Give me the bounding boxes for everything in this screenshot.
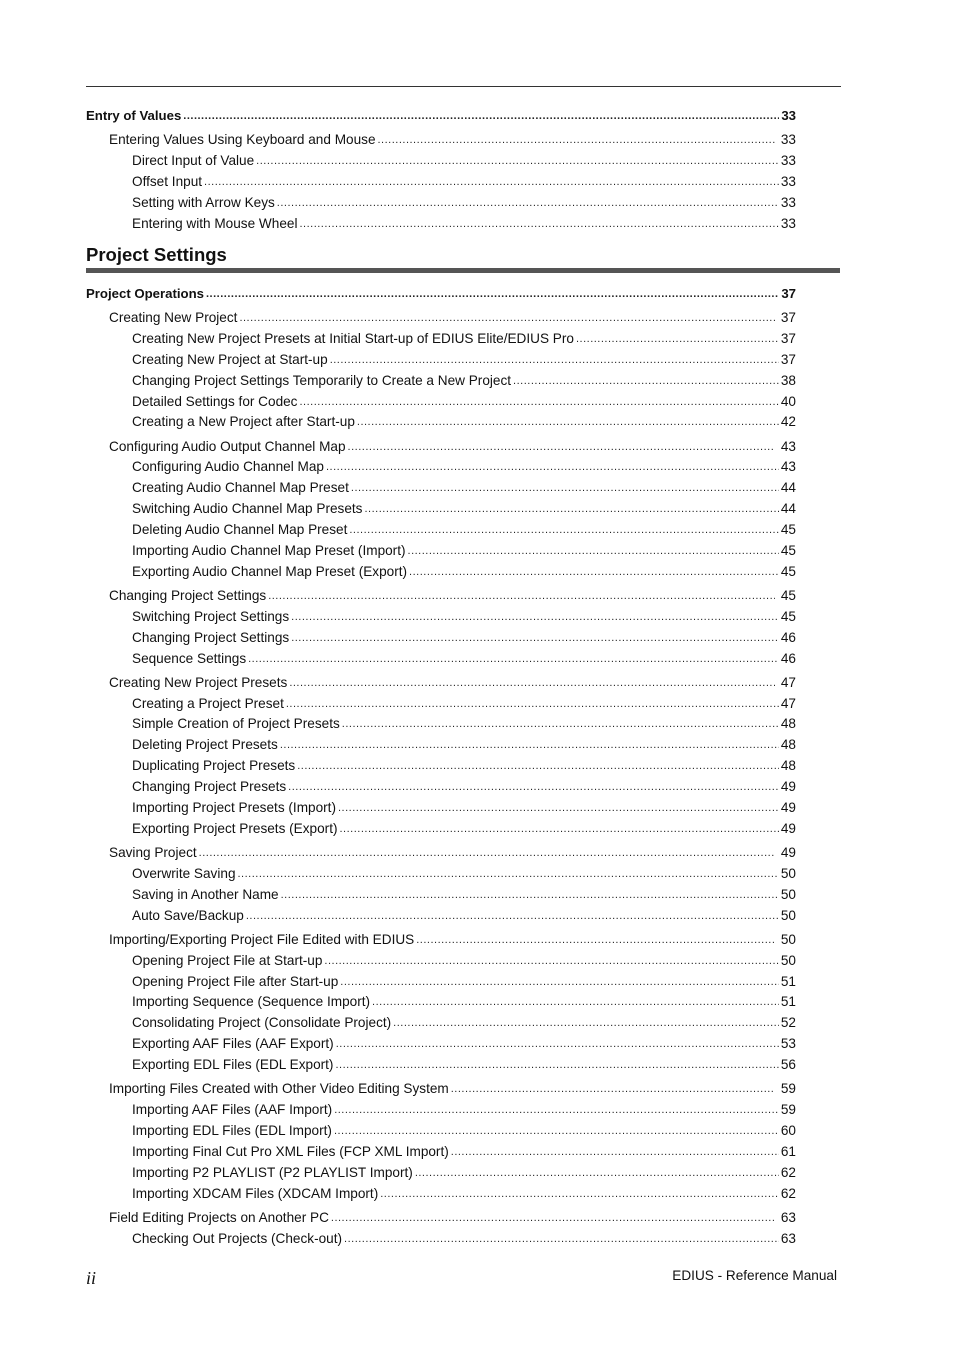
toc-entry-title: Switching Audio Channel Map Presets [132, 501, 363, 517]
toc-entry[interactable] [86, 903, 796, 924]
toc-entry-title: Exporting EDL Files (EDL Export) [132, 1057, 334, 1073]
toc-entry-page: 40 [780, 393, 796, 409]
toc-entry-title: Creating Audio Channel Map Preset [132, 480, 349, 496]
toc-entry[interactable] [86, 190, 796, 211]
dot-leader [331, 1210, 775, 1226]
toc-entry-page: 37 [780, 309, 796, 325]
dot-leader [291, 630, 779, 646]
toc-entry-page: 37 [781, 285, 796, 301]
toc-entry[interactable] [86, 1118, 796, 1139]
toc-entry[interactable] [86, 691, 796, 712]
toc-entry-page: 43 [780, 438, 796, 454]
dot-leader [324, 953, 778, 969]
dot-leader [357, 414, 779, 430]
toc-entry[interactable] [86, 882, 796, 903]
dot-leader [415, 1165, 779, 1181]
toc-entry-page: 33 [780, 215, 796, 231]
top-rule [86, 86, 841, 87]
toc-entry-title: Creating New Project [109, 309, 238, 325]
section-title: Project Settings [86, 244, 227, 265]
dot-leader [351, 480, 779, 496]
dot-leader [380, 1186, 779, 1202]
toc-entry-page: 48 [780, 737, 796, 753]
toc-entry-title: Creating a Project Preset [132, 695, 284, 711]
toc-entry-title: Opening Project File at Start-up [132, 952, 323, 968]
toc-entry-title: Importing Final Cut Pro XML Files (FCP XML Import) [132, 1143, 449, 1159]
dot-leader [416, 932, 775, 948]
toc-entry[interactable] [86, 455, 796, 476]
toc-entry-page: 33 [780, 173, 796, 189]
dot-leader [204, 174, 779, 190]
toc-entry-page: 52 [780, 1015, 796, 1031]
page-folio: ii [86, 1268, 97, 1288]
dot-leader [199, 845, 775, 861]
dot-leader [340, 821, 779, 837]
toc-entry-title: Exporting Project Presets (Export) [132, 820, 338, 836]
toc-entry-page: 50 [780, 865, 796, 881]
toc-entry-page: 45 [780, 522, 796, 538]
toc-entry-page: 33 [780, 194, 796, 210]
toc-entry-page: 49 [780, 779, 796, 795]
toc-entry-title: Project Operations [86, 285, 204, 301]
toc-entry-page: 47 [780, 695, 796, 711]
toc-entry-page: 45 [780, 542, 796, 558]
toc-entry-page: 38 [780, 372, 796, 388]
toc-entry-title: Configuring Audio Output Channel Map [109, 438, 346, 454]
toc-entry-page: 46 [780, 629, 796, 645]
dot-leader [281, 887, 779, 903]
dot-leader [277, 195, 779, 211]
dot-leader [513, 373, 779, 389]
toc-entry[interactable] [86, 1160, 796, 1181]
toc-entry-title: Importing/Exporting Project File Edited with EDIUS [109, 931, 415, 947]
toc-entry-page: 43 [780, 459, 796, 475]
toc-entry[interactable] [86, 1205, 796, 1226]
toc-entry[interactable] [86, 1226, 796, 1247]
toc-entry-title: Changing Project Settings [109, 587, 267, 603]
toc-entry-title: Changing Project Settings Temporarily to Create a New Project [132, 372, 512, 388]
toc-entry-title: Switching Project Settings [132, 608, 290, 624]
toc-entry-page: 45 [780, 608, 796, 624]
toc-entry-title: Deleting Project Presets [132, 737, 278, 753]
toc-entry[interactable] [86, 148, 796, 169]
toc-entry-title: Detailed Settings for Codec [132, 393, 298, 409]
dot-leader [364, 501, 778, 517]
toc-entry-title: Setting with Arrow Keys [132, 194, 275, 210]
toc-entry-title: Creating New Project Presets at Initial Start-up of EDIUS Elite/EDIUS Pro [132, 330, 574, 346]
toc-entry-page: 50 [780, 886, 796, 902]
dot-leader [248, 651, 779, 667]
dot-leader [393, 1015, 779, 1031]
toc-entry-title: Overwrite Saving [132, 865, 236, 881]
toc-entry[interactable] [86, 368, 796, 389]
toc-entry[interactable] [86, 948, 796, 969]
toc-entry-title: Direct Input of Value [132, 152, 255, 168]
toc-entry-page: 47 [780, 674, 796, 690]
toc-entry-page: 37 [780, 330, 796, 346]
dot-leader [408, 543, 779, 559]
toc-entry-page: 51 [780, 994, 796, 1010]
toc-entry-title: Opening Project File after Start-up [132, 973, 339, 989]
toc-entry[interactable] [86, 795, 796, 816]
toc-entry[interactable] [86, 347, 796, 368]
toc-entry[interactable] [86, 1010, 796, 1031]
toc-entry[interactable] [86, 538, 796, 559]
dot-leader [372, 994, 779, 1010]
dot-leader [342, 716, 779, 732]
toc-entry-title: Auto Save/Backup [132, 907, 244, 923]
toc-entry[interactable] [86, 1097, 796, 1118]
dot-leader [280, 737, 779, 753]
toc-entry-page: 50 [780, 952, 796, 968]
toc-entry-title: Sequence Settings [132, 650, 247, 666]
toc-entry[interactable] [86, 475, 796, 496]
toc-entry[interactable] [86, 305, 796, 326]
toc-entry-page: 53 [780, 1036, 796, 1052]
toc-entry-title: Checking Out Projects (Check-out) [132, 1230, 343, 1246]
toc-entry-title: Entry of Values [86, 107, 182, 123]
toc-entry-title: Importing P2 PLAYLIST (P2 PLAYLIST Import) [132, 1164, 413, 1180]
dot-leader [288, 779, 779, 795]
toc-entry-title: Importing Project Presets (Import) [132, 800, 336, 816]
toc-entry-title: Consolidating Project (Consolidate Project) [132, 1015, 392, 1031]
toc-entry-title: Exporting Audio Channel Map Preset (Export) [132, 563, 408, 579]
toc-entry-page: 59 [780, 1081, 796, 1097]
toc-entry[interactable] [86, 583, 796, 604]
toc-entry-title: Saving in Another Name [132, 886, 279, 902]
dot-leader [340, 974, 779, 990]
toc-entry[interactable] [86, 169, 796, 190]
dot-leader [349, 522, 779, 538]
toc-entry-title: Importing EDL Files (EDL Import) [132, 1122, 332, 1138]
toc-entry-page: 50 [780, 907, 796, 923]
toc-entry-title: Offset Input [132, 173, 203, 189]
toc-entry-page: 33 [781, 107, 796, 123]
toc-entry-title: Entering Values Using Keyboard and Mouse [109, 131, 376, 147]
dot-leader [246, 908, 779, 924]
toc-entry-page: 61 [780, 1143, 796, 1159]
dot-leader [451, 1081, 775, 1097]
toc-top-block [86, 103, 796, 232]
toc-entry-page: 49 [780, 800, 796, 816]
dot-leader [256, 153, 779, 169]
toc-entry-title: Entering with Mouse Wheel [132, 215, 298, 231]
toc-entry[interactable] [86, 127, 796, 148]
toc-entry[interactable] [86, 1139, 796, 1160]
toc-entry-title: Importing Sequence (Sequence Import) [132, 994, 371, 1010]
toc-entry[interactable] [86, 604, 796, 625]
toc-entry-page: 45 [780, 587, 796, 603]
toc-entry-page: 63 [780, 1230, 796, 1246]
dot-leader [336, 1036, 779, 1052]
toc-entry[interactable] [86, 434, 796, 455]
toc-entry-page: 33 [780, 152, 796, 168]
toc-entry-title: Duplicating Project Presets [132, 758, 296, 774]
toc-entry-title: Saving Project [109, 844, 197, 860]
toc-entry[interactable] [86, 281, 796, 302]
toc-section-block [86, 281, 796, 1247]
toc-entry[interactable] [86, 774, 796, 795]
dot-leader [286, 696, 779, 712]
toc-entry-title: Importing XDCAM Files (XDCAM Import) [132, 1185, 379, 1201]
toc-entry-page: 42 [780, 414, 796, 430]
dot-leader [206, 286, 779, 302]
toc-entry[interactable] [86, 410, 796, 431]
toc-entry-page: 51 [780, 973, 796, 989]
toc-entry-page: 37 [780, 351, 796, 367]
toc-entry-page: 46 [780, 650, 796, 666]
toc-entry-page: 48 [780, 716, 796, 732]
dot-leader [409, 564, 779, 580]
dot-leader [348, 439, 775, 455]
toc-entry-page: 33 [780, 131, 796, 147]
toc-entry-page: 50 [780, 931, 796, 947]
toc-entry-page: 49 [780, 820, 796, 836]
toc-entry-title: Creating a New Project after Start-up [132, 414, 355, 430]
toc-entry[interactable] [86, 559, 796, 580]
dot-leader [299, 394, 778, 410]
toc-entry[interactable] [86, 1052, 796, 1073]
toc-entry-page: 44 [780, 480, 796, 496]
toc-entry-title: Creating New Project at Start-up [132, 351, 328, 367]
dot-leader [239, 310, 774, 326]
toc-entry-page: 60 [780, 1122, 796, 1138]
dot-leader [238, 866, 779, 882]
toc-entry[interactable] [86, 517, 796, 538]
dot-leader [291, 609, 779, 625]
toc-entry[interactable] [86, 840, 796, 861]
toc-entry-title: Importing Audio Channel Map Preset (Import) [132, 542, 406, 558]
dot-leader [451, 1144, 779, 1160]
toc-entry-page: 48 [780, 758, 796, 774]
toc-entry[interactable] [86, 1181, 796, 1202]
toc-entry-title: Deleting Audio Channel Map Preset [132, 522, 348, 538]
toc-entry-page: 56 [780, 1057, 796, 1073]
dot-leader [576, 331, 779, 347]
toc-entry[interactable] [86, 816, 796, 837]
dot-leader [378, 132, 775, 148]
toc-entry[interactable] [86, 625, 796, 646]
toc-entry[interactable] [86, 927, 796, 948]
toc-entry[interactable] [86, 712, 796, 733]
dot-leader [297, 758, 779, 774]
dot-leader [344, 1231, 779, 1247]
toc-entry[interactable] [86, 496, 796, 517]
toc-entry-title: Importing Files Created with Other Video Editing System [109, 1081, 449, 1097]
dot-leader [334, 1102, 779, 1118]
toc-entry[interactable] [86, 990, 796, 1011]
toc-entry-title: Configuring Audio Channel Map [132, 459, 324, 475]
toc-entry[interactable] [86, 732, 796, 753]
toc-entry-title: Exporting AAF Files (AAF Export) [132, 1036, 334, 1052]
toc-entry-page: 44 [780, 501, 796, 517]
toc-entry-title: Simple Creation of Project Presets [132, 716, 340, 732]
toc-entry-page: 45 [780, 563, 796, 579]
toc-entry-title: Changing Project Settings [132, 629, 290, 645]
dot-leader [326, 459, 779, 475]
dot-leader [338, 800, 779, 816]
toc-entry[interactable] [86, 646, 796, 667]
dot-leader [183, 108, 779, 124]
dot-leader [299, 216, 778, 232]
toc-entry[interactable] [86, 969, 796, 990]
section-rule [86, 268, 840, 273]
toc-entry-page: 62 [780, 1185, 796, 1201]
toc-entry[interactable] [86, 211, 796, 232]
toc-entry-page: 59 [780, 1102, 796, 1118]
dot-leader [289, 675, 775, 691]
toc-entry[interactable] [86, 753, 796, 774]
dot-leader [268, 588, 775, 604]
toc-entry[interactable] [86, 861, 796, 882]
toc-entry[interactable] [86, 670, 796, 691]
dot-leader [334, 1123, 779, 1139]
toc-entry-title: Creating New Project Presets [109, 674, 288, 690]
toc-entry-page: 63 [780, 1209, 796, 1225]
manual-title: EDIUS - Reference Manual [672, 1268, 837, 1283]
toc-entry-title: Field Editing Projects on Another PC [109, 1209, 329, 1225]
toc-entry[interactable] [86, 103, 796, 124]
toc-entry[interactable] [86, 1076, 796, 1097]
toc-entry[interactable] [86, 389, 796, 410]
toc-entry-page: 62 [780, 1164, 796, 1180]
dot-leader [335, 1057, 778, 1073]
toc-entry[interactable] [86, 326, 796, 347]
toc-entry-page: 49 [780, 844, 796, 860]
toc-entry-title: Importing AAF Files (AAF Import) [132, 1102, 333, 1118]
dot-leader [330, 352, 779, 368]
toc-entry-title: Changing Project Presets [132, 779, 287, 795]
toc-entry[interactable] [86, 1031, 796, 1052]
